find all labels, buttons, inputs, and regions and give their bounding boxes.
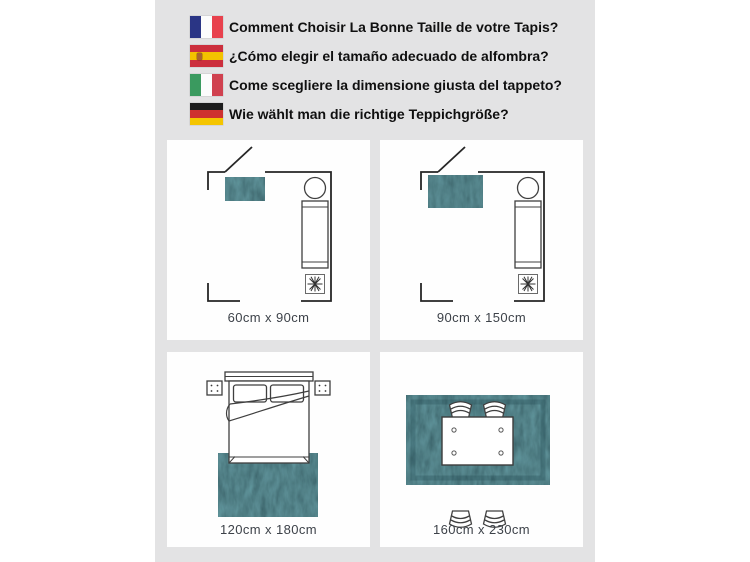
rug-60x90: [225, 177, 265, 201]
flag-stripe: [190, 60, 223, 67]
language-question-list: [190, 16, 562, 125]
side-table: [305, 178, 326, 199]
flag-stripe: [201, 74, 212, 96]
italy-flag-icon: [190, 74, 223, 96]
france-flag-icon: [190, 16, 223, 38]
chair-top-left: [450, 402, 472, 418]
table-dot: [452, 451, 456, 455]
question-text-french: Comment Choisir La Bonne Taille de votre Tapis?: [229, 19, 559, 35]
rug-90x150: [428, 175, 483, 208]
flag-stripe: [190, 52, 223, 59]
table-dot: [499, 428, 503, 432]
size-card-120x180: [167, 352, 370, 547]
spain-coat-of-arms: [197, 53, 202, 60]
flag-stripe: [190, 110, 223, 117]
table-dot: [452, 428, 456, 432]
flag-stripe: [190, 74, 201, 96]
double-bed: [225, 372, 313, 463]
bed-rug-illustration: [167, 352, 370, 547]
question-text-italian: Come scegliere la dimensione giusta del tappeto?: [229, 77, 562, 93]
germany-flag-icon: [190, 103, 223, 125]
potted-plant: [306, 275, 325, 294]
lang-row-french: [190, 16, 562, 38]
size-label-120x180: 120cm x 180cm: [220, 522, 317, 537]
table-dot: [499, 451, 503, 455]
lang-row-italian: [190, 74, 562, 96]
size-card-90x150: [380, 140, 583, 340]
question-text-spanish: ¿Cómo elegir el tamaño adecuado de alfombra?: [229, 48, 549, 64]
flag-stripe: [190, 103, 223, 110]
flag-stripe: [212, 74, 223, 96]
question-text-german: Wie wählt man die richtige Teppichgröße?: [229, 106, 509, 122]
bench-sofa: [302, 201, 328, 268]
nightstand-right: [315, 381, 330, 395]
lang-row-spanish: [190, 45, 562, 67]
door-swing: [438, 147, 465, 172]
chair-top-right: [484, 402, 506, 418]
bench-sofa: [515, 201, 541, 268]
side-table: [518, 178, 539, 199]
dining-rug-illustration: [380, 352, 583, 547]
flag-stripe: [190, 45, 223, 52]
rug-size-guide-panel: [155, 0, 595, 562]
size-label-90x150: 90cm x 150cm: [436, 310, 527, 325]
door-swing: [225, 147, 252, 172]
flag-stripe: [201, 16, 212, 38]
dining-table: [442, 417, 513, 465]
size-label-160x230: 160cm x 230cm: [433, 522, 530, 537]
flag-stripe: [212, 16, 223, 38]
size-card-60x90: [167, 140, 370, 340]
potted-plant: [519, 275, 538, 294]
nightstand-left: [207, 381, 222, 395]
size-label-60x90: 60cm x 90cm: [227, 310, 310, 325]
flag-stripe: [190, 16, 201, 38]
lang-row-german: [190, 103, 562, 125]
spain-flag-icon: [190, 45, 223, 67]
flag-stripe: [190, 118, 223, 125]
size-card-160x230: [380, 352, 583, 547]
